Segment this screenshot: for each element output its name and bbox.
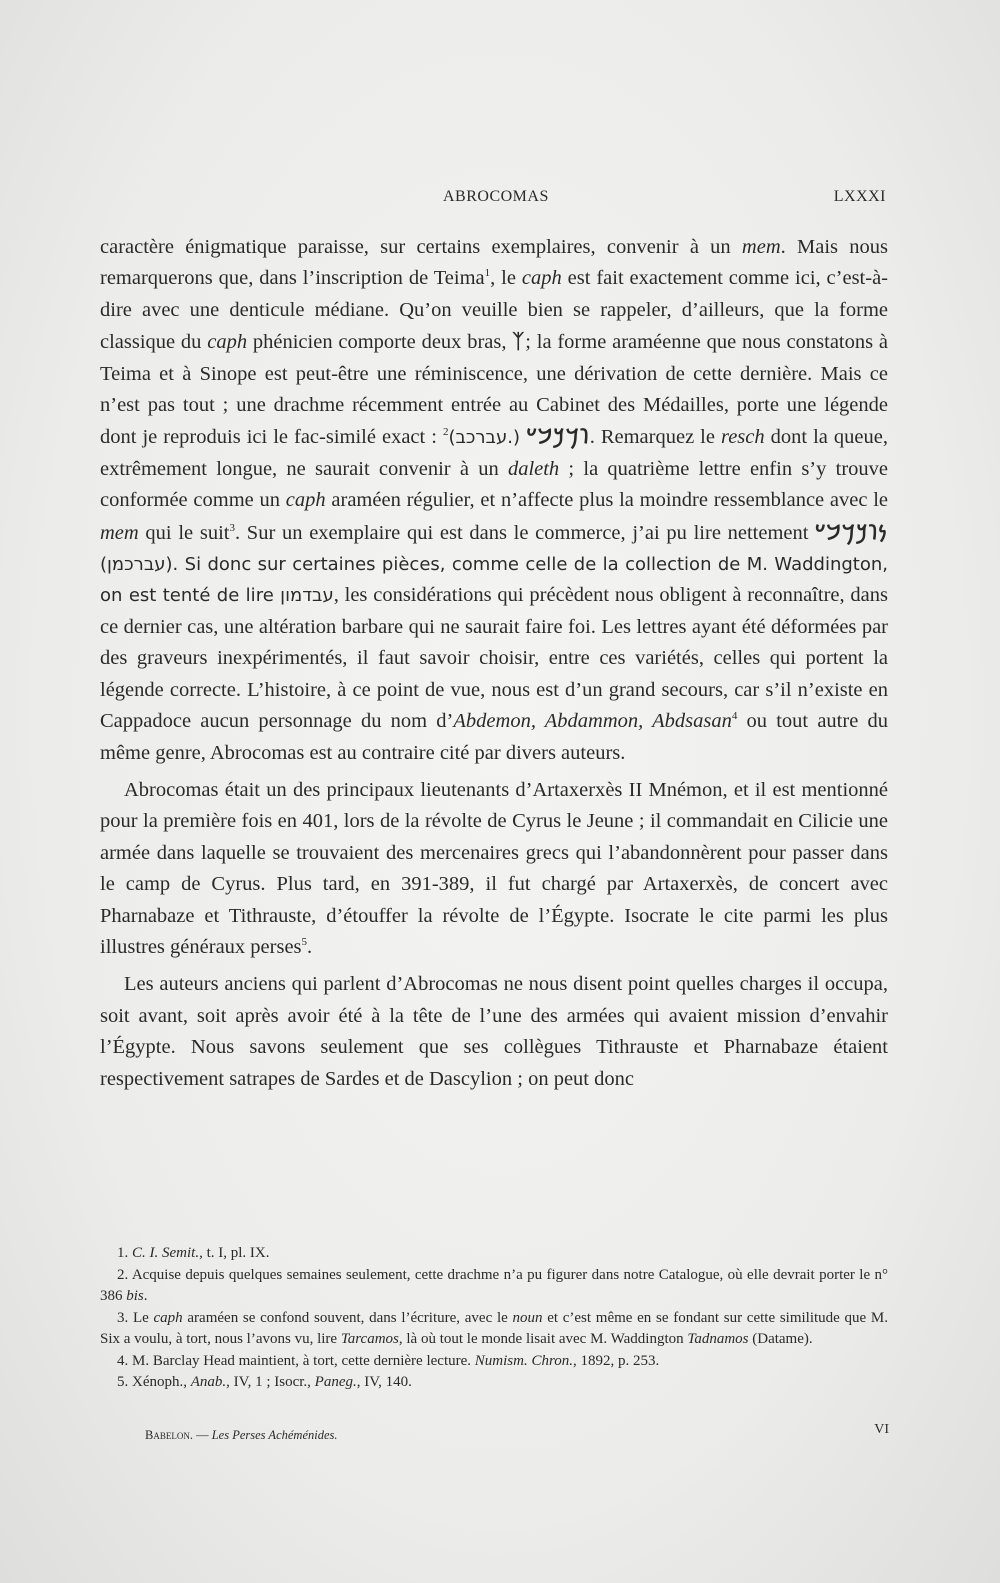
footnote-number: 3. — [117, 1309, 133, 1326]
footnote-ref-3[interactable]: 3 — [229, 521, 235, 534]
text-run: Les auteurs anciens qui parlent d’Abrocomas ne nous disent point quelles charges il occupa, soit avant, soit après avoir été à la tête de l’une des armées qui avaient mission d’envahir l’Égypte. Nous savons seulement que ses collègues Tithrauste et Pharnabaze étaient respectivement satrapes de Sardes et de Dascylion ; on peut donc — [100, 973, 888, 1090]
text-run: phénicien comporte deux bras, — [247, 331, 513, 354]
text-run: , IV, 1 ; Isocr., — [226, 1374, 315, 1390]
text-run: , le — [490, 267, 522, 290]
footnote-number: 5. — [117, 1374, 132, 1390]
text-run: ; la quatrième lettre enfin s’y trouve conformée comme un — [100, 457, 888, 512]
text-run: , les considérations qui précèdent nous obligent à reconnaître, dans ce dernier cas, une altération barbare qui ne saurait faire foi. Les lettres ayant été déformées par des graveurs inexpérimentés, il faut savoir choisir, entre ces variétés, celles qui portent la légende correcte. L’histoire, à ce point de vue, nous est d’un grand secours, car s’il n’existe en Cappadoce aucun personnage du nom d’ — [100, 584, 888, 733]
paragraph-3 — [100, 969, 888, 1095]
text-run: . — [307, 935, 313, 958]
text-run: caractère énigmatique paraisse, sur certains exemplaires, convenir à un — [100, 236, 742, 258]
italic-term: mem — [741, 236, 781, 258]
text-run: et c’est même en se fondant sur cette similitude que M. Six a voulu, à tort, nous l’avons vu, lire — [100, 1309, 889, 1347]
footnote-number: 2. — [117, 1266, 132, 1283]
text-run: araméen se confond souvent, dans l’écriture, avec le — [182, 1309, 513, 1326]
text-run: est fait exactement comme ici, c’est-à-dire avec une denticule médiane. Qu’on veuille bien se rappeler, d’ailleurs, que la forme classique du — [100, 267, 889, 354]
text-run: , t. I, pl. IX. — [199, 1245, 270, 1261]
page-number: LXXXI — [833, 188, 886, 205]
text-run: M. Barclay Head maintient, à tort, cette dernière lecture. — [132, 1352, 475, 1369]
text-run: dont la queue, extrêmement longue, ne saurait convenir à un — [100, 426, 888, 480]
book-imprint — [145, 1428, 338, 1443]
italic-ref: Numism. Chron. — [474, 1352, 573, 1369]
italic-ref: C. I. Semit. — [132, 1245, 200, 1261]
signature-mark: VI — [874, 1422, 889, 1437]
book-title: Les Perses Achéménides. — [211, 1428, 338, 1442]
main-text — [100, 232, 888, 1095]
italic-term: caph — [285, 489, 326, 512]
text-run: Xénoph., — [132, 1374, 191, 1390]
text-run: araméen régulier, et n’affecte plus la moindre ressemblance avec le — [325, 489, 889, 512]
hebrew-word: עבדמון — [280, 585, 334, 607]
footnote-ref-1[interactable]: 1 — [484, 267, 491, 280]
text-run: ; la forme araméenne que nous constatons à Teima et à Sinope est peut-être une réminiscence, une dérivation de cette dernière. Mais ce n’est pas tout ; une drachme récemment entrée au Cabinet des Médailles, porte une légende dont je reproduis ici le fac-similé exact : — [100, 331, 888, 449]
italic-term: resch — [720, 426, 765, 449]
author-name: Babelon. — [145, 1428, 193, 1442]
text-run: qui le suit — [138, 521, 230, 544]
text-run: . — [143, 1288, 148, 1304]
italic-names: Abdemon, Abdammon, Abdsasan — [453, 710, 732, 733]
italic-term: caph — [521, 267, 562, 290]
footnotes — [100, 1243, 888, 1394]
italic-ref: Anab. — [190, 1374, 227, 1390]
italic-term: daleth — [507, 457, 560, 480]
footnote-3 — [100, 1308, 888, 1351]
text-run: , IV, 140. — [356, 1374, 412, 1390]
page-header — [100, 188, 890, 214]
hebrew-transcription: (.עברכב) — [448, 427, 527, 449]
footnote-ref-4[interactable]: 4 — [731, 710, 738, 723]
text-run: , là où tout le monde lisait avec M. Waddington — [398, 1331, 688, 1347]
italic-ref: Tarcamos — [340, 1331, 399, 1347]
text-run: Abrocomas était un des principaux lieutenants d’Artaxerxès II Mnémon, et il est mentionné pour la première fois en 401, lors de la révolte de Cyrus le Jeune ; il commandait en Cilicie une armée dans laquelle se trouvaient des mercenaires grecs qui l’abandonnèrent pour passer dans le camp de Cyrus. Plus tard, en 391-389, il fut chargé par Artaxerxès, de concert avec Pharnabaze et Tithrauste, d’étouffer la révolte de l’Égypte. Isocrate le cite parmi les plus illustres généraux perses — [100, 778, 888, 958]
aramaic-legend-facsimile: 𐡅𐡓𐡊𐡁𐡏 — [526, 424, 590, 449]
italic-term: mem — [100, 521, 139, 544]
footnote-1 — [100, 1243, 888, 1265]
text-run: . Sur un exemplaire qui est dans le commerce, j’ai pu lire nettement — [234, 521, 816, 544]
text-run: (עברכמן). Si donc sur certaines pièces, comme celle de la collection de M. Waddington, on est tenté de lire — [100, 554, 888, 607]
text-run: — — [192, 1428, 212, 1442]
italic-ref: caph — [153, 1309, 183, 1326]
footnote-ref-5[interactable]: 5 — [301, 936, 308, 949]
text-run: , 1892, p. 253. — [572, 1352, 660, 1369]
footnote-number: 4. — [117, 1352, 132, 1369]
text-run: (Datame). — [748, 1331, 813, 1347]
text-run: Le — [132, 1309, 154, 1326]
aramaic-legend-variant: 𐡍𐡅𐡊𐡓𐡁𐡏 — [815, 519, 889, 544]
page-footer — [145, 1422, 889, 1450]
footnote-ref-2[interactable]: 2 — [442, 426, 449, 439]
italic-ref: bis — [126, 1288, 144, 1304]
paragraph-2 — [100, 775, 888, 963]
footnote-5 — [100, 1372, 888, 1394]
phoenician-caph-glyph: ᛉ — [512, 329, 526, 354]
italic-ref: Tadnamos — [687, 1331, 749, 1347]
footnote-4 — [100, 1351, 888, 1373]
running-title: ABROCOMAS — [443, 188, 549, 205]
italic-ref: noun — [512, 1309, 543, 1326]
text-run: . Remarquez le — [589, 426, 721, 449]
footnote-number: 1. — [117, 1245, 132, 1261]
paragraph-1 — [100, 232, 888, 769]
text-run: . Mais nous remarquerons que, dans l’inscription de Teima — [100, 236, 888, 290]
text-run: Acquise depuis quelques semaines seulement, cette drachme n’a pu figurer dans notre Catalogue, où elle devrait porter le n° 386 — [100, 1266, 888, 1304]
italic-ref: Paneg. — [314, 1374, 357, 1390]
italic-term: caph — [207, 331, 248, 354]
text-run: ou tout autre du même genre, Abrocomas est au contraire cité par divers auteurs. — [100, 710, 889, 764]
footnote-2 — [100, 1265, 888, 1308]
